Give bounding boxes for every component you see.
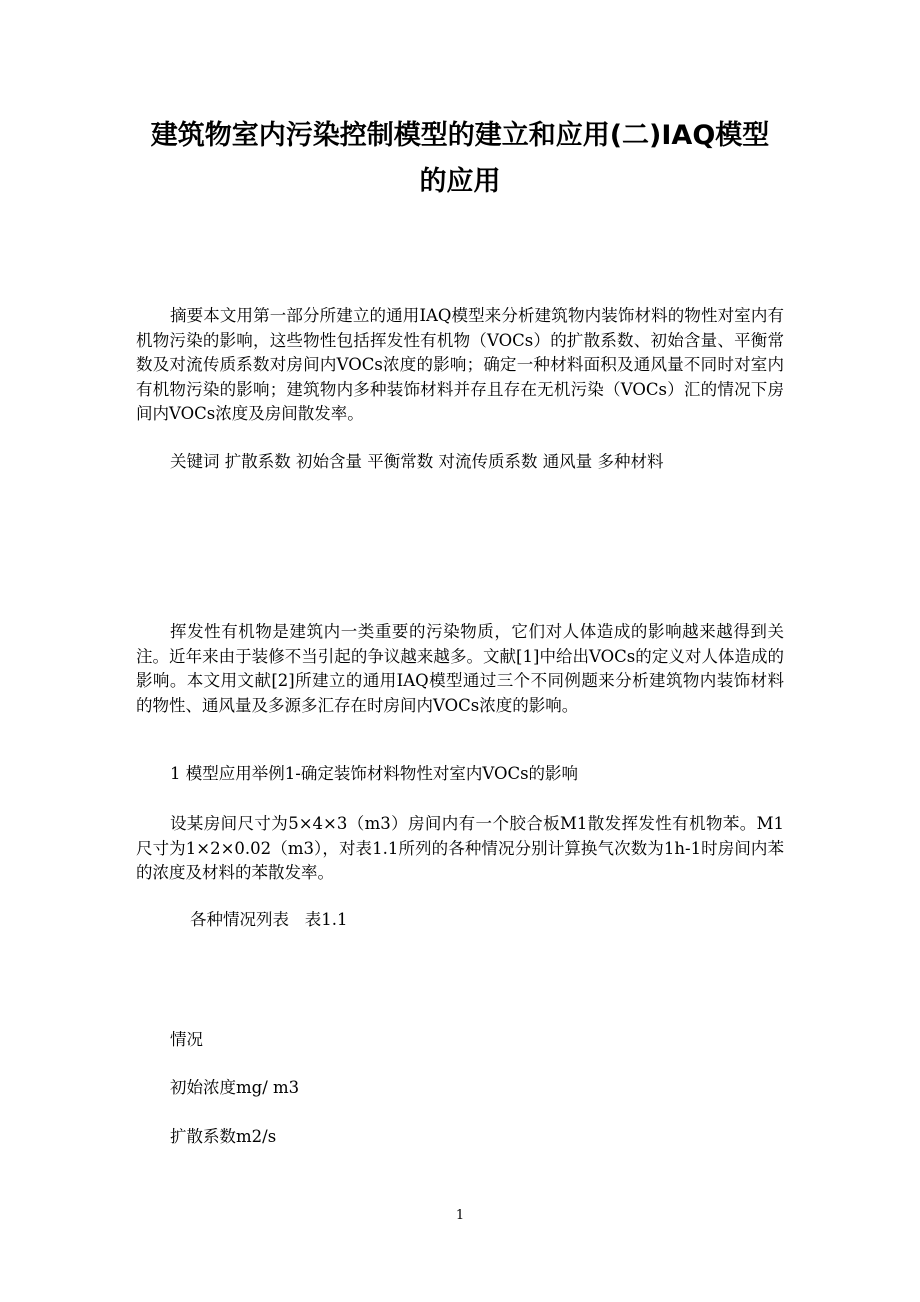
example-paragraph: 设某房间尺寸为5×4×3（m3）房间内有一个胶合板M1散发挥发性有机物苯。M1尺寸为1×2×0.02（m3），对表1.1所列的各种情况分别计算换气次数为1h-1时房间内苯的浓度及材料的苯散发率。 [136,814,784,882]
table-label-diffusion-coefficient: 扩散系数m2/s [170,1127,277,1146]
section-heading: 1 模型应用举例1-确定装饰材料物性对室内VOCs的影响 [170,764,579,783]
table-label-situation: 情况 [170,1030,203,1049]
table-caption: 各种情况列表 表1.1 [190,910,348,929]
intro-paragraph: 挥发性有机物是建筑内一类重要的污染物质，它们对人体造成的影响越来越得到关注。近年来由于装修不当引起的争议越来越多。文献[1]中给出VOCs的定义对人体造成的影响。本文用文献[2]所建立的通用IAQ模型通过三个不同例题来分析建筑物内装饰材料的物性、通风量及多源多汇存在时房间内VOCs浓度的影响。 [136,622,784,715]
document-title [120,113,800,205]
title-line-2: 的应用 [419,166,501,197]
table-label-initial-concentration: 初始浓度mg/ m3 [170,1078,300,1097]
keywords-line: 关键词 扩散系数 初始含量 平衡常数 对流传质系数 通风量 多种材料 [170,452,664,471]
abstract-paragraph: 摘要本文用第一部分所建立的通用IAQ模型来分析建筑物内装饰材料的物性对室内有机物污染的影响，这些物性包括挥发性有机物（VOCs）的扩散系数、初始含量、平衡常数及对流传质系数对房间内VOCs浓度的影响；确定一种材料面积及通风量不同时对室内有机物污染的影响；建筑物内多种装饰材料并存且存在无机污染（VOCs）汇的情况下房间内VOCs浓度及房间散发率。 [136,306,784,423]
page-number: 1 [455,1208,465,1223]
title-line-1: 建筑物室内污染控制模型的建立和应用(二)IAQ模型 [150,120,770,151]
